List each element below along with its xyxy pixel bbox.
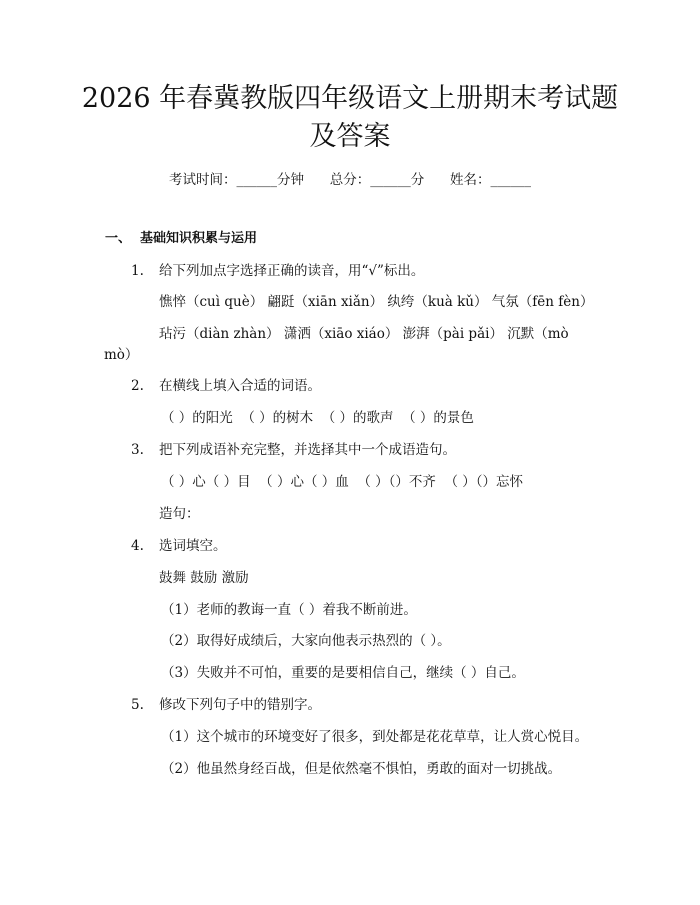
question-number: 5. — [131, 697, 144, 713]
question-number: 3. — [131, 442, 144, 458]
question-number: 1. — [131, 263, 144, 279]
page-title-line-1: 2026 年春冀教版四年级语文上册期末考试题 — [81, 83, 619, 114]
question-content: （1）这个城市的环境变好了很多，到处都是花花草草，让人赏心悦目。 — [161, 729, 589, 745]
page-title-line-2: 及答案 — [309, 121, 391, 152]
word-choices: 鼓舞 鼓励 激励 — [159, 570, 249, 586]
question-content: （3）失败并不可怕，重要的是要相信自己，继续（ ）自己。 — [161, 665, 525, 681]
question-content: （ ）心（ ）目 （ ）心（ ）血 （ ）（）不齐 （ ）（）忘怀 — [161, 474, 523, 490]
question-number: 4. — [131, 538, 144, 554]
question-text: 给下列加点字选择正确的读音，用“√”标出。 — [159, 263, 425, 279]
question-content: 造句： — [159, 506, 200, 522]
section-heading: 一、 基础知识积累与运用 — [105, 231, 258, 246]
question-text: 在横线上填入合适的词语。 — [159, 378, 321, 394]
question-number: 2. — [131, 378, 144, 394]
question-content: （2）取得好成绩后，大家向他表示热烈的（ ）。 — [161, 633, 451, 649]
question-content: （ ）的阳光 （ ）的树木 （ ）的歌声 （ ）的景色 — [161, 410, 474, 426]
question-text: 把下列成语补充完整，并选择其中一个成语造句。 — [159, 442, 456, 458]
question-content: 玷污（diàn zhàn） 潇洒（xiāo xiáo） 澎湃（pài pǎi） 沉默（mò — [159, 326, 569, 342]
exam-info: 考试时间：______分钟 总分：______分 姓名：______ — [169, 172, 531, 188]
question-content: mò） — [104, 347, 139, 363]
question-text: 选词填空。 — [159, 538, 227, 554]
question-content: （1）老师的教诲一直（ ）着我不断前进。 — [161, 602, 417, 618]
question-content: （2）他虽然身经百战，但是依然毫不惧怕，勇敢的面对一切挑战。 — [161, 761, 562, 777]
question-content: 憔悴（cuì què） 翩跹（xiān xiǎn） 纨绔（kuà kǔ） 气氛（fēn fèn） — [159, 294, 594, 310]
question-text: 修改下列句子中的错别字。 — [159, 697, 321, 713]
